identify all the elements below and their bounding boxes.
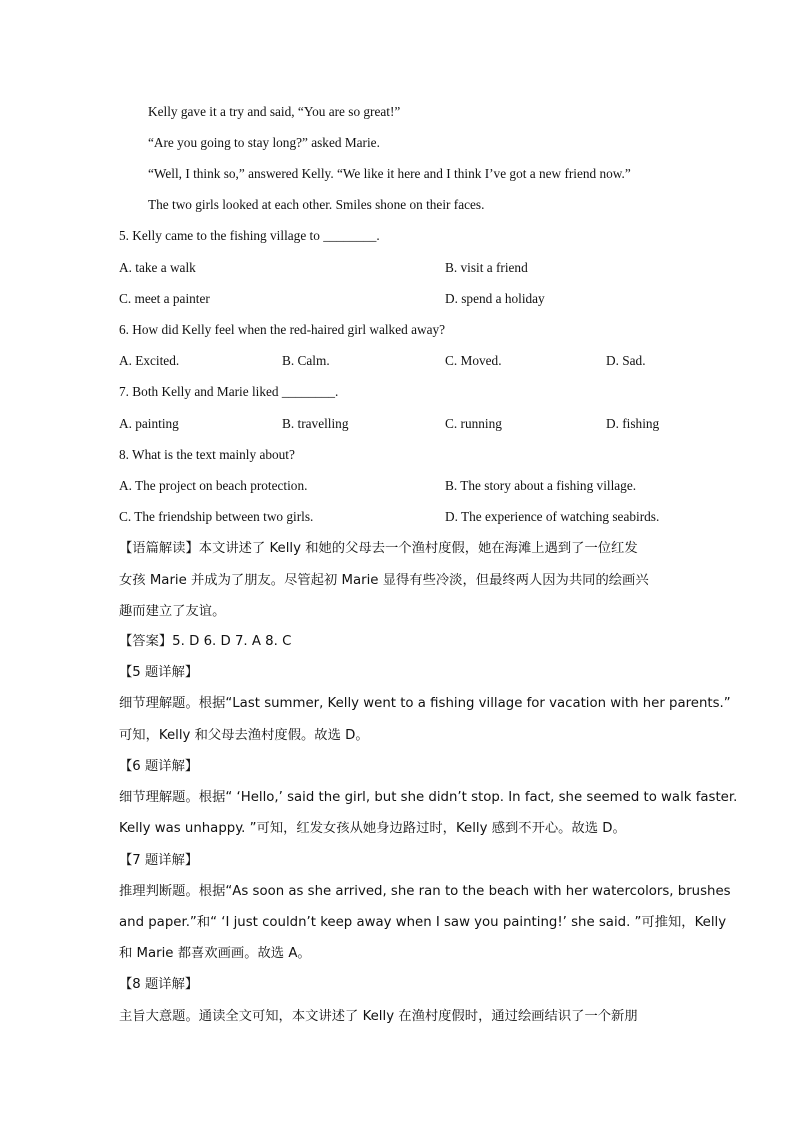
detail-7-title: 【7 题详解】 [119,853,199,868]
detail-5-line-1: 细节理解题。根据“Last summer, Kelly went to a fishing village for vacation with her parents.” [119,696,731,711]
question-5-option-d: D. spend a holiday [445,291,545,306]
question-6-option-c: C. Moved. [445,353,502,368]
analysis-line-2: 女孩 Marie 并成为了朋友。尽管起初 Marie 显得有些冷淡，但最终两人因为共同的绘画兴 [119,573,649,588]
question-7-option-d: D. fishing [606,416,660,431]
question-8-option-d: D. The experience of watching seabirds. [445,509,660,524]
passage-line-1: Kelly gave it a try and said, “You are so great!” [148,104,401,119]
question-7-stem: 7. Both Kelly and Marie liked ________. [119,384,339,399]
question-7-option-c: C. running [445,416,502,431]
detail-6-line-1: 细节理解题。根据“ ‘Hello,’ said the girl, but she didn’t stop. In fact, she seemed to walk faster. [119,790,738,805]
question-5-option-c: C. meet a painter [119,291,210,306]
detail-6-title: 【6 题详解】 [119,759,199,774]
question-5-stem: 5. Kelly came to the fishing village to ________. [119,228,380,243]
analysis-line-3: 趣而建立了友谊。 [119,604,226,619]
question-7-option-b: B. travelling [282,416,349,431]
detail-5-line-2: 可知，Kelly 和父母去渔村度假。故选 D。 [119,728,369,743]
answer-key: 【答案】5. D 6. D 7. A 8. C [119,634,292,649]
passage-line-3: “Well, I think so,” answered Kelly. “We like it here and I think I’ve got a new friend now.” [148,166,631,181]
detail-6-line-2: Kelly was unhappy. ”可知，红发女孩从她身边路过时，Kelly 感到不开心。故选 D。 [119,821,626,836]
detail-8-line-1: 主旨大意题。通读全文可知，本文讲述了 Kelly 在渔村度假时，通过绘画结识了一个新朋 [119,1009,638,1024]
detail-7-line-1: 推理判断题。根据“As soon as she arrived, she ran to the beach with her watercolors, brushes [119,884,731,899]
question-6-option-d: D. Sad. [606,353,646,368]
question-7-option-a: A. painting [119,416,179,431]
detail-7-line-2: and paper.”和“ ‘I just couldn’t keep away when I saw you painting!’ she said. ”可推知，Kelly [119,915,727,930]
detail-7-line-3: 和 Marie 都喜欢画画。故选 A。 [119,946,311,961]
question-8-option-a: A. The project on beach protection. [119,478,308,493]
question-5-option-a: A. take a walk [119,260,196,275]
passage-line-2: “Are you going to stay long?” asked Marie. [148,135,380,150]
question-8-option-b: B. The story about a fishing village. [445,478,637,493]
question-6-option-b: B. Calm. [282,353,330,368]
question-8-stem: 8. What is the text mainly about? [119,447,295,462]
question-5-option-b: B. visit a friend [445,260,528,275]
detail-5-title: 【5 题详解】 [119,665,199,680]
analysis-line-1: 【语篇解读】本文讲述了 Kelly 和她的父母去一个渔村度假，她在海滩上遇到了一位红发 [119,541,638,556]
question-6-stem: 6. How did Kelly feel when the red-haired girl walked away? [119,322,446,337]
detail-8-title: 【8 题详解】 [119,977,199,992]
question-6-option-a: A. Excited. [119,353,180,368]
question-8-option-c: C. The friendship between two girls. [119,509,314,524]
passage-line-4: The two girls looked at each other. Smiles shone on their faces. [148,197,485,212]
